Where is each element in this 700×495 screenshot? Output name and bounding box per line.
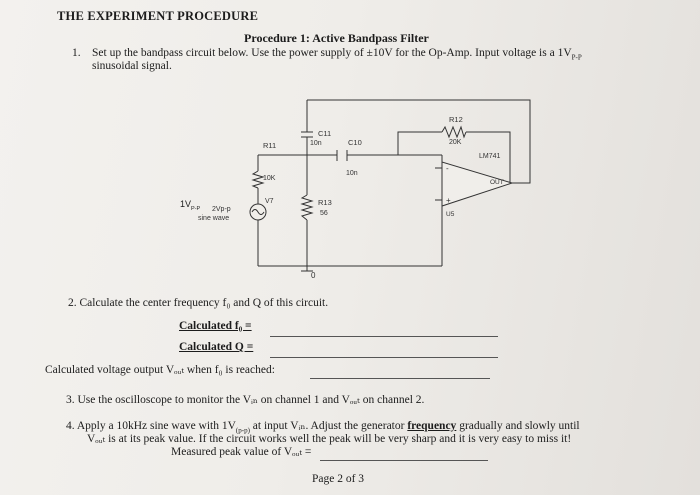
source-amplitude: 2Vp-p (212, 206, 231, 213)
calc-vout-answer-line[interactable] (310, 378, 490, 379)
r11-value: 10K (263, 175, 276, 182)
r12-left-wire (398, 132, 442, 155)
calc-q-answer-line[interactable] (270, 357, 498, 358)
source-type: sine wave (198, 215, 230, 222)
r13-resistor-symbol (302, 195, 312, 220)
frequency-keyword: frequency (407, 420, 457, 432)
calc-f0-answer-line[interactable] (270, 336, 498, 337)
procedure-title: Procedure 1: Active Bandpass Filter (244, 31, 429, 45)
source-name: V7 (265, 198, 274, 205)
c11-value: 10n (310, 140, 322, 147)
r13-value: 56 (320, 210, 328, 217)
step4-line2: Vₒᵤₜ is at its peak value. If the circuit works well the peak will be very sharp and it is very easy to miss it! (87, 433, 572, 445)
step4-line1: 4. Apply a 10kHz sine wave with $1V_{(p-p)}$ at input Vᵢₙ. Adjust the generator frequency gradually and slowly until (66, 420, 580, 435)
source-amplitude-label: $1V_{P-P}$ (180, 199, 201, 212)
opamp-out-label: OUT (490, 179, 504, 186)
opamp-plus: + (446, 196, 451, 205)
step3-text: 3. Use the oscilloscope to monitor the Vᵢₙ on channel 1 and Vₒᵤₜ on channel 2. (66, 394, 425, 406)
r11-name: R11 (263, 141, 277, 150)
feedback-wire (307, 100, 530, 183)
step1-line1: Set up the bandpass circuit below. Use the power supply of ±10V for the Op-Amp. Input voltage is a 1V (92, 47, 572, 59)
r11-resistor-symbol (253, 171, 263, 188)
step1-subscript: P-P (571, 53, 582, 62)
calc-q-label: Calculated Q = (179, 341, 254, 353)
page-number: Page 2 of 3 (312, 473, 365, 485)
opamp-ref: U5 (446, 211, 455, 218)
ground-label: 0 (311, 271, 316, 280)
calc-vout-label: Calculated voltage output Vₒᵤₜ when f₀ is reached: (45, 364, 275, 376)
calc-f0-label: Calculated f₀ = (179, 320, 252, 332)
step4-line3: Measured peak value of Vₒᵤₜ = (171, 446, 312, 458)
r12-value: 20K (449, 139, 462, 146)
r13-name: R13 (318, 198, 332, 207)
step1-number: 1. (72, 47, 81, 59)
r12-resistor-symbol (442, 127, 466, 137)
opamp-name: LM741 (479, 153, 501, 160)
c11-name: C11 (318, 129, 332, 138)
c10-value: 10n (346, 170, 358, 177)
step1-line2: sinusoidal signal. (92, 60, 172, 72)
opamp-minus: - (446, 164, 449, 173)
c10-name: C10 (348, 138, 362, 147)
measured-vout-answer-line[interactable] (320, 460, 488, 461)
section-title: THE EXPERIMENT PROCEDURE (57, 9, 259, 23)
r12-name: R12 (449, 115, 463, 124)
step2-text: 2. Calculate the center frequency f₀ and Q of this circuit. (68, 297, 329, 309)
